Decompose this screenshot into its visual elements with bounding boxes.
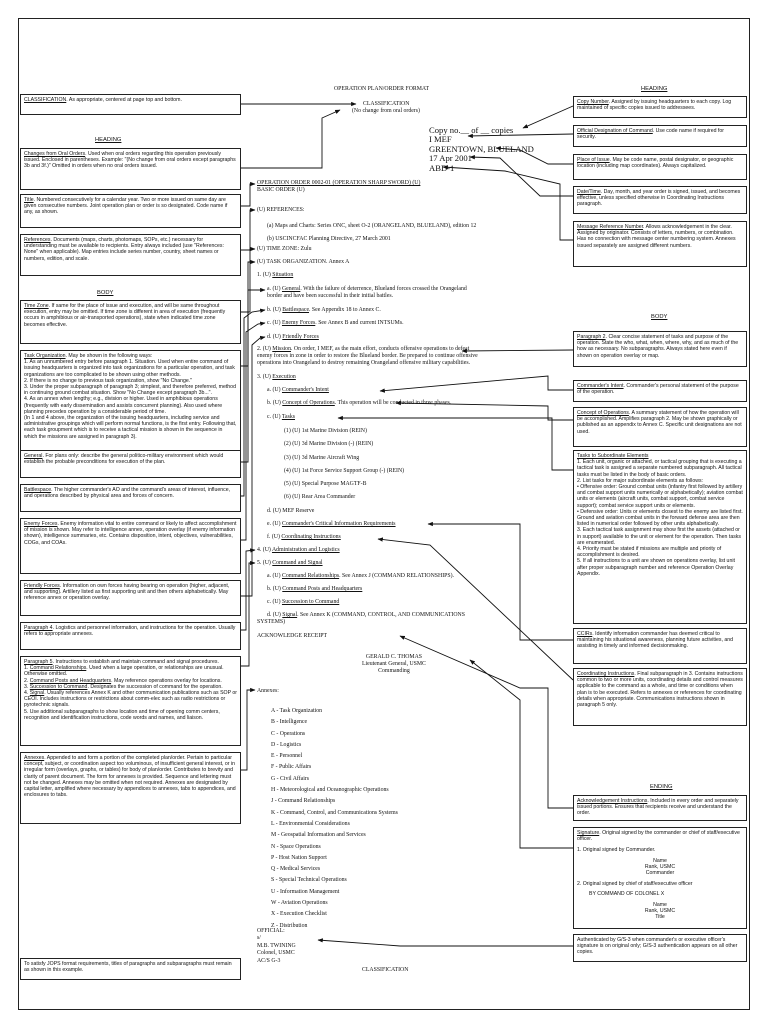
para-3a: a. (U) Commander's Intent: [267, 387, 329, 393]
note-message-reference: Message Reference Number. Allows acknowledgement in the clear. Assigned by originator. Consists of letters, numbers, or combination. Has no connection with message center numbering system. Annexes issued separately are assigned different numbers.: [573, 221, 747, 267]
annex-item: P - Host Nation Support: [271, 854, 327, 861]
annexes-label: Annexes:: [257, 688, 279, 694]
date-line: 17 Apr 2001: [429, 153, 472, 164]
note-authentication: Authenticated by G/S-3 when commander's or executive officer's signature is on original only; G/S-3 authentication appears on all other copies.: [573, 934, 747, 962]
annex-item: W - Aviation Operations: [271, 900, 328, 907]
annex-item: K - Command, Control, and Communications Systems: [271, 809, 398, 816]
task-item: (6) (U) Rear Area Commander: [284, 494, 356, 500]
note-battlespace: Battlespace. The higher commander's AO and the command's areas of interest, influence, and operations described by physical area and forces of concern.: [20, 484, 241, 512]
annex-item: E - Personnel: [271, 753, 303, 760]
classification-top: CLASSIFICATION: [363, 101, 410, 107]
note-paragraph-5: Paragraph 5. Instructions to establish and maintain command and signal procedures. 1. Command Relationships. Used when a large operation, or relationships are unusual. Otherwise omitted. 2. Command Posts and Headquarters. May reference operations overlay for locations. 3. Succession to Command. Designates the succession of command for the operation. 4. Signal. Usually references Annex K and other communication publications such as SOP or CEOI. Includes instructions or restrictions about comm-elec such as radio restrictions or pyrotechnic signals. 5. Use additional subparagraphs to show location and time of opening comm centers, recognition and identification instructions, code words and names, and liaison.: [20, 656, 241, 746]
acknowledge-receipt: ACKNOWLEDGE RECEIPT: [257, 633, 328, 639]
annex-item: D - Logistics: [271, 741, 302, 748]
reference-a: (a) Maps and Charts: Series ONC, sheet O-2 (ORANGELAND, BLUELAND), edition 12: [267, 223, 477, 229]
annex-item: G - Civil Affairs: [271, 775, 310, 782]
classification-note: (No change from oral orders): [352, 108, 420, 114]
note-tasks-subordinate: Tasks to Subordinate Elements 1. Each unit, organic or attached, or tactical grouping that is executing a tactical task is assigned a separate numbered subparagraph. All tactical tasks must be listed in the body of basic orders. 2. List tasks for major subordinate elements as follows: • Offensive order: Ground combat units (infantry first followed by artillery and combat support units numerically or alphabetically); aviation combat units or elements (aircraft units, combat support, combat service support); combat service support units or elements. • Defensive order: Units or elements closest to the enemy are listed first. Ground and aviation combat units in the forward defense area are then listed in numerical order followed by other units alphabetically. 3. Each tactical task assignment may show first the assets (attached or in support) available to the unit or element for the operation. Then tasks are enumerated. 4. Priority must be stated if missions are multiple and priority of accomplishment is desired. 5. If all instructions to a unit are shown on operations overlay, list unit after proper subparagraph number and reference Operation Overlay Appendix.: [573, 450, 747, 624]
annex-item: J - Command Relationships: [271, 798, 336, 805]
annex-item: U - Information Management: [271, 888, 340, 895]
task-item: (4) (U) 1st Force Service Support Group (-) (REIN): [284, 468, 405, 474]
official-title: AC/S G-3: [257, 957, 281, 964]
para-1c: c. (U) Enemy Forces. See Annex B and current INTSUMs.: [267, 320, 404, 326]
para-5c: c. (U) Succession to Command: [267, 599, 340, 605]
signer-name: GERALD C. THOMAS: [365, 654, 423, 660]
annex-item: C - Operations: [271, 730, 306, 737]
annex-item: H - Meteorological and Oceanographic Operations: [271, 787, 389, 794]
signer-rank: Lieutenant General, USMC: [362, 661, 426, 667]
note-official-designation: Official Designation of Command. Use code name if required for security.: [573, 125, 747, 147]
copy-line: Copy no.__ of __ copies: [429, 125, 514, 135]
para-5b: b. (U) Command Posts and Headquarters: [267, 586, 363, 592]
format-title: OPERATION PLAN/ORDER FORMAT: [334, 86, 430, 92]
para-1d: d. (U) Friendly Forces: [267, 334, 319, 340]
para-3d: d. (U) MEF Reserve: [267, 508, 315, 514]
para-3: 3. (U) Execution: [257, 374, 296, 380]
para-1b: b. (U) Battlespace. See Appendix 18 to Annex C.: [267, 307, 381, 313]
annex-item: N - Space Operations: [271, 843, 321, 850]
task-item: (1) (U) 1st Marine Division (REIN): [284, 428, 367, 434]
para-2: 2. (U) Mission. On order, I MEF, as the main effort, conducts offensive operations to defeat: [257, 346, 470, 352]
ending-label: ENDING: [650, 784, 673, 790]
signer-title: Commanding: [378, 668, 410, 674]
para-5: 5. (U) Command and Signal: [257, 560, 323, 566]
note-annexes: Annexes. Appended to and form a portion of the completed plan/order. Pertain to particular concept, subject, or coordination aspect too voluminous, of insufficient general interest, or in irregular form (overlays, graphs, or tables) for body of plan/order. Contributes to brevity and clarity of parent document. The form for annexes is provided. Sequence and lettering must not be changed. Annexes may be omitted when not required. Annexes are designated by capital letter, amplified where necessary by appendices to annexes, tabs to appendices, and enclosures to tabs.: [20, 752, 241, 824]
para-1a: a. (U) General. With the failure of deterrence, Blueland forces crossed the Orangeland: [267, 286, 467, 292]
para-1: 1. (U) Situation: [257, 272, 294, 278]
classification-bottom: CLASSIFICATION: [362, 967, 409, 973]
official-name: M.B. TWINING: [257, 942, 296, 949]
note-task-organization: Task Organization. May be shown in the following ways: 1. As an unnumbered entry before paragraph 1. Situation. Used when entire command of issuing headquarters is organized into task organizations for a particular operation, and task organizations are too complicated to be shown using other methods. 2. If there is no change to previous task organization, show "No Change." 3. Under the proper subparagraph of paragraph 3; simplest, and therefore preferred, method in continuing ground combat situation. Show "No Change except paragraph 3b...". 4. As an annex when lengthy; e.g., division or higher. Used in amphibious operations (frequently with early dissemination and assists concurrent planning). Also used where planning precedes operation by a considerable period of time. (In 1 and 4 above, the organization of the issuing headquarters, including service and administrative groupings which will perform normal functions, is the first entry. Following that, each task groupment which is to receive a tactical mission is shown in the sequence in which the missions are assigned in paragraph 3).: [20, 350, 241, 456]
note-date-time: Date/Time. Day, month, and year order is signed, issued, and becomes effective, unless specified otherwise in Coordinating Instructions paragraph.: [573, 186, 747, 214]
para-3b: b. (U) Concept of Operations. This operation will be conducted in three phases.: [267, 400, 452, 406]
copy-block: [429, 126, 534, 173]
body-label-right: BODY: [651, 314, 668, 320]
references-heading: (U) REFERENCES:: [257, 207, 305, 213]
body-label-left: BODY: [97, 290, 114, 296]
note-paragraph-2: Paragraph 2. Clear concise statement of tasks and purpose of the operation. State the who, what, when, where, why, and as much of the how as necessary. No subparagraphs. Always stated here even if shown on operation overlay or map.: [573, 331, 747, 367]
note-enemy-forces: Enemy Forces. Enemy information vital to entire command or likely to affect accomplishment of mission is shown. May refer to intelligence annex, operation overlay (if enemy information shown), intelligence summaries, etc. Contains disposition, intent, objectives, vulnerabilities, COGs, and COAs.: [20, 518, 241, 574]
para-5d: d. (U) Signal. See Annex K (COMMAND, CONTROL, AND COMMUNICATIONS: [267, 612, 465, 618]
note-jops-format: To satisfy JOPS format requirements, titles of paragraphs and subparagraphs must remain as shown in this example.: [20, 958, 241, 980]
para-2-cont2: operations into Orangeland to destroy remaining Orangeland offensive military capabilities.: [257, 360, 471, 366]
para-5a: a. (U) Command Relationships. See Annex J (COMMAND RELATIONSHIPS).: [267, 573, 454, 579]
para-3c: c. (U) Tasks: [267, 414, 295, 420]
annex-list: [271, 706, 398, 932]
para-2-cont1: enemy forces in zone in order to restore the Blueland border. Be prepared to continue offensive: [257, 353, 478, 359]
annex-item: Z - Distribution: [271, 922, 308, 929]
para-4: 4. (U) Administration and Logistics: [257, 547, 340, 553]
note-concept-of-operations: Concept of Operations. A summary statement of how the operation will be accomplished. Amplifies paragraph 2. May be shown graphically or published as an appendix to Annex C. Specific unit designations are not used.: [573, 407, 747, 447]
heading-label-left: HEADING: [95, 137, 122, 143]
note-commanders-intent: Commander's Intent. Commander's personal statement of the purpose of the operation.: [573, 380, 747, 402]
annex-item: F - Public Affairs: [271, 764, 312, 771]
note-friendly-forces: Friendly Forces. Information on own forces having bearing on operation (higher, adjacent, and supporting). Artillery listed as first supporting unit and then others alphabetically. May reference annex or operation overlay.: [20, 580, 241, 616]
note-ccirs: CCIRs. Identify information commander has deemed critical to maintaining his situational awareness, planning future activities, and assisting in timely and informed decisionmaking.: [573, 628, 747, 664]
task-item: (2) (U) 3d Marine Division (-) (REIN): [284, 441, 374, 447]
place-line: GREENTOWN, BLUELAND: [429, 143, 534, 154]
note-time-zone: Time Zone. If same for the place of issue and execution, and will be same throughout execution, entry may be omitted. If time zone is different in area of execution (frequently occurs in amphibious or air-transported operations), state when indicated time zone becomes effective.: [20, 300, 241, 344]
task-item: (5) (U) Special Purpose MAGTF-B: [284, 481, 367, 487]
annex-item: M - Geospatial Information and Services: [271, 832, 366, 839]
task-item: (3) (U) 3d Marine Aircraft Wing: [284, 455, 360, 461]
signature-block: [362, 654, 426, 675]
time-zone: (U) TIME ZONE: Zulu: [257, 246, 312, 252]
official-label: OFFICIAL:: [257, 928, 285, 934]
para-3e: e. (U) Commander's Critical Information Requirements: [267, 521, 396, 527]
annex-item: A - Task Organization: [271, 708, 323, 714]
note-coordinating-instructions: Coordinating Instructions. Final subparagraph in 3. Contains instructions common to two or more units, coordinating details and control measures applicable to the command as a whole, and time or conditions when plan is to be executed. Refers to annexes or references for coordinating details when appropriate. Communications instructions shown in paragraph 5 only.: [573, 668, 747, 726]
official-rank: Colonel, USMC: [257, 950, 295, 957]
note-paragraph-4: Paragraph 4. Logistics and personnel information, and instructions for the operation. Usually refers to appropriate annexes.: [20, 622, 241, 650]
official-block: [257, 928, 296, 965]
note-general: General. For plans only: describe the general politico-military environment which would establish the probable preconditions for execution of the plan.: [20, 450, 241, 478]
note-signature: Signature. Original signed by the commander or chief of staff/executive officer. 1. Original signed by Commander. Name Rank, USMC Commander 2. Original signed by chief of staff/executive officer BY COMMAND OF COLONEL X Name Rank, USMC Title: [573, 827, 747, 929]
note-title: Title. Numbered consecutively for a calendar year. Two or more issued on same day are given consecutive numbers. Joint operation plan or order is so designated. Code name if any, as shown.: [20, 194, 241, 228]
command-line: I MEF: [429, 134, 452, 145]
para-1a-cont: border and have been successful in their initial battles.: [267, 293, 394, 299]
reference-b: (b) USCINCFAC Planning Directive, 27 March 2001: [267, 236, 391, 242]
annex-item: X - Execution Checklist: [271, 911, 327, 918]
msgref-line: ABD-1: [429, 162, 455, 173]
note-place-of-issue: Place of Issue. May be code name, postal designator, or geographic location (including map coordinates). Always capitalized.: [573, 154, 747, 180]
para-3f: f. (U) Coordinating Instructions: [267, 534, 341, 540]
note-acknowledgement: Acknowledgement Instructions. Included in every order and separately issued portions. Ensures that recipients receive and understand the order.: [573, 795, 747, 821]
order-title: OPERATION ORDER 0002-01 (OPERATION SHARP SWORD) (U): [257, 180, 421, 186]
note-references: References. Documents (maps, charts, photomaps, SOPs, etc.) necessary for understanding must be available to recipients. Entry always included (use "References: None" when applicable). Map entries include series number, country, sheet names or numbers, edition, and scale.: [20, 234, 241, 276]
annex-item: Q - Medical Services: [271, 866, 321, 873]
note-classification: CLASSIFICATION. As appropriate, centered at page top and bottom.: [20, 94, 241, 115]
task-organization: (U) TASK ORGANIZATION. Annex A: [257, 259, 350, 265]
official-sig: s/: [257, 935, 261, 942]
para-5d-cont: SYSTEMS): [257, 619, 286, 625]
note-copy-number: Copy Number. Assigned by issuing headquarters to each copy. Log maintained of specific copies issued to addressees.: [573, 96, 747, 118]
heading-label-right: HEADING: [641, 86, 668, 92]
annex-item: L - Environmental Considerations: [271, 820, 350, 827]
note-changes-oral-orders: Changes from Oral Orders. Used when oral orders regarding this operation previously issued. Enclosed in parentheses. Example: "(No change from oral orders except paragraphs 3b and 3f.)" Omitted in orders when no oral orders issued.: [20, 148, 241, 190]
basic-order: BASIC ORDER (U): [257, 187, 305, 193]
annex-item: B - Intelligence: [271, 719, 308, 726]
annex-item: S - Special Technical Operations: [271, 877, 347, 884]
